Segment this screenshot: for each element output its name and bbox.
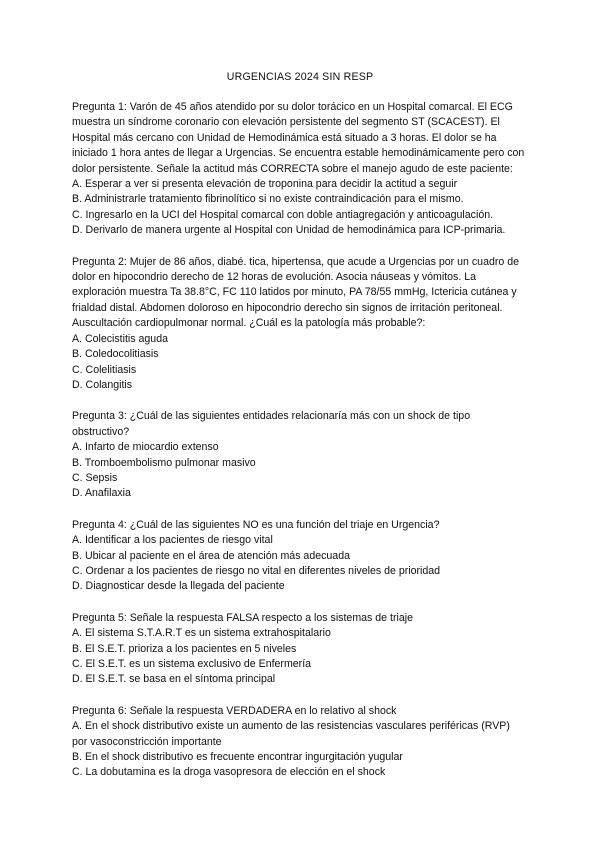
option-a: A. El sistema S.T.A.R.T es un sistema extrahospitalario [72, 627, 331, 640]
option-c: C. El S.E.T. es un sistema exclusivo de Enfermería [72, 658, 312, 670]
question-stem: Pregunta 1: Varón de 45 años atendido por su dolor torácico en un Hospital comarcal. El ECG muestra un síndrome coronario con elevación persistente del segmento ST (SCACEST). El Hospital más cercano con Unidad de Hemodinámica está situado a 3 horas. El dolor se ha iniciado 1 hora antes de llegar a Urgencias. Se encuentra estable hemodinámicamente pero con dolor persistente. Señale la actitud más CORRECTA sobre el manejo agudo de este paciente: [72, 101, 525, 175]
option-b: B. En el shock distributivo es frecuente encontrar ingurgitación yugular [72, 751, 403, 764]
question-1 [72, 100, 530, 239]
option-a-continuation: por vasoconstricción importante [72, 735, 222, 748]
option-a: A. En el shock distributivo existe un aumento de las resistencias vasculares periféricas (RVP) [72, 720, 510, 733]
option-c: C. Ingresarlo en la UCI del Hospital comarcal con doble antiagregación y anticoagulación. [72, 208, 494, 221]
option-a: A. Identificar a los pacientes de riesgo vital [72, 534, 273, 547]
option-d: D. Diagnosticar desde la llegada del paciente [72, 580, 285, 593]
question-6 [72, 704, 530, 781]
option-c: C. Colelitiasis [72, 363, 137, 376]
question-stem: Pregunta 4: ¿Cuál de las siguientes NO es una función del triaje en Urgencia? [72, 518, 440, 531]
question-3 [72, 409, 530, 501]
option-a: A. Infarto de miocardio extenso [72, 441, 219, 454]
option-d: D. Derivarlo de manera urgente al Hospital con Unidad de hemodinámica para ICP-primaria. [72, 224, 506, 237]
option-c: C. La dobutamina es la droga vasopresora de elección en el shock [72, 766, 386, 779]
document-body [72, 100, 530, 797]
question-2 [72, 255, 530, 394]
question-5 [72, 611, 530, 688]
option-b: B. Ubicar al paciente en el área de atención más adecuada [72, 549, 350, 562]
option-c: C. Sepsis [72, 471, 118, 484]
option-b: B. Administrarle tratamiento fibrinolítico si no existe contraindicación para el mismo. [72, 193, 464, 206]
option-b: B. El S.E.T. prioriza a los pacientes en 5 niveles [72, 642, 297, 655]
question-stem: Pregunta 3: ¿Cuál de las siguientes entidades relacionaría más con un shock de tipo obstructivo? [72, 410, 471, 438]
option-d: D. El S.E.T. se basa en el síntoma principal [72, 673, 276, 686]
document-title: URGENCIAS 2024 SIN RESP [226, 71, 374, 83]
option-c: C. Ordenar a los pacientes de riesgo no vital en diferentes niveles de prioridad [72, 564, 441, 577]
option-a: A. Colecistitis aguda [72, 332, 168, 345]
question-stem: Pregunta 2: Mujer de 86 años, diabé. tica, hipertensa, que acude a Urgencias por un cuadro de dolor en hipocondrio derecho de 12 horas de evolución. Asocia náuseas y vómitos. La exploración muestra Ta 38.8°C, FC 110 latidos por minuto, PA 78/55 mmHg, Ictericia cutánea y frialdad distal. Abdomen doloroso en hipocondrio derecho sin signos de irritación peritoneal. Auscultación cardiopulmonar normal. ¿Cuál es la patología más probable?: [72, 255, 519, 330]
question-stem: Pregunta 5: Señale la respuesta FALSA respecto a los sistemas de triaje [72, 611, 413, 624]
option-b: B. Coledocolitiasis [72, 348, 159, 361]
option-d: D. Anafilaxia [72, 487, 131, 500]
question-stem: Pregunta 6: Señale la respuesta VERDADERA en lo relativo al shock [72, 704, 397, 717]
option-d: D. Colangitis [72, 378, 133, 391]
option-b: B. Tromboembolismo pulmonar masivo [72, 456, 256, 469]
question-4 [72, 518, 530, 595]
option-a: A. Esperar a ver si presenta elevación de troponina para decidir la actitud a seguir [72, 178, 458, 191]
